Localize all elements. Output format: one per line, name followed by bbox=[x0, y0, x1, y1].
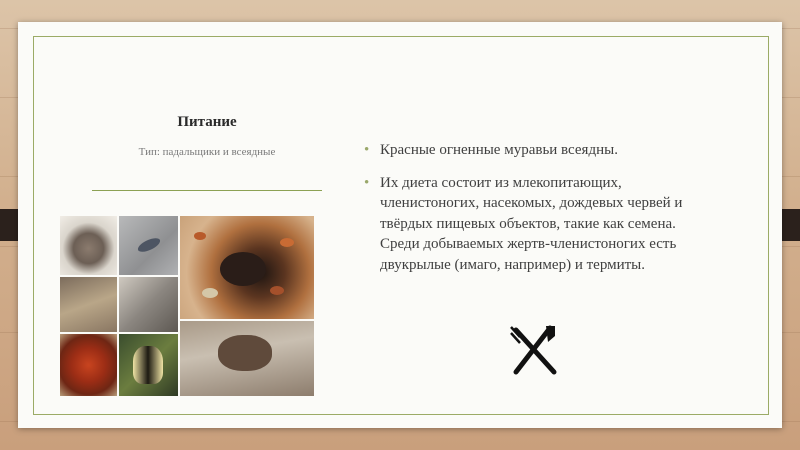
photo-centipede bbox=[60, 334, 117, 396]
photo-trilobite bbox=[60, 216, 117, 275]
bullet-item: • Их диета состоит из млекопитающих, членистоногих, насекомых, дождевых червей и твёрдых пищевых объектов, такие как семена. Среди добываемых жертв-членистоногих есть двукрылые (имаго, например) и термиты. bbox=[364, 173, 704, 276]
photo-ants-ground bbox=[180, 321, 314, 396]
title-divider bbox=[92, 190, 322, 191]
insect-photo-collage bbox=[60, 216, 314, 396]
photo-isopod bbox=[119, 216, 178, 275]
fork-knife-icon bbox=[508, 324, 560, 376]
photo-scorpion bbox=[119, 277, 178, 332]
bullet-list bbox=[364, 140, 704, 275]
photo-butterfly bbox=[119, 334, 178, 396]
slide-title: Питание bbox=[177, 114, 237, 130]
slide-subtitle: Тип: падальщики и всеядные bbox=[138, 146, 276, 158]
photo-crab bbox=[60, 277, 117, 332]
bullet-item: • Красные огненные муравьи всеядны. bbox=[364, 140, 704, 161]
photo-ants-closeup bbox=[180, 216, 314, 319]
